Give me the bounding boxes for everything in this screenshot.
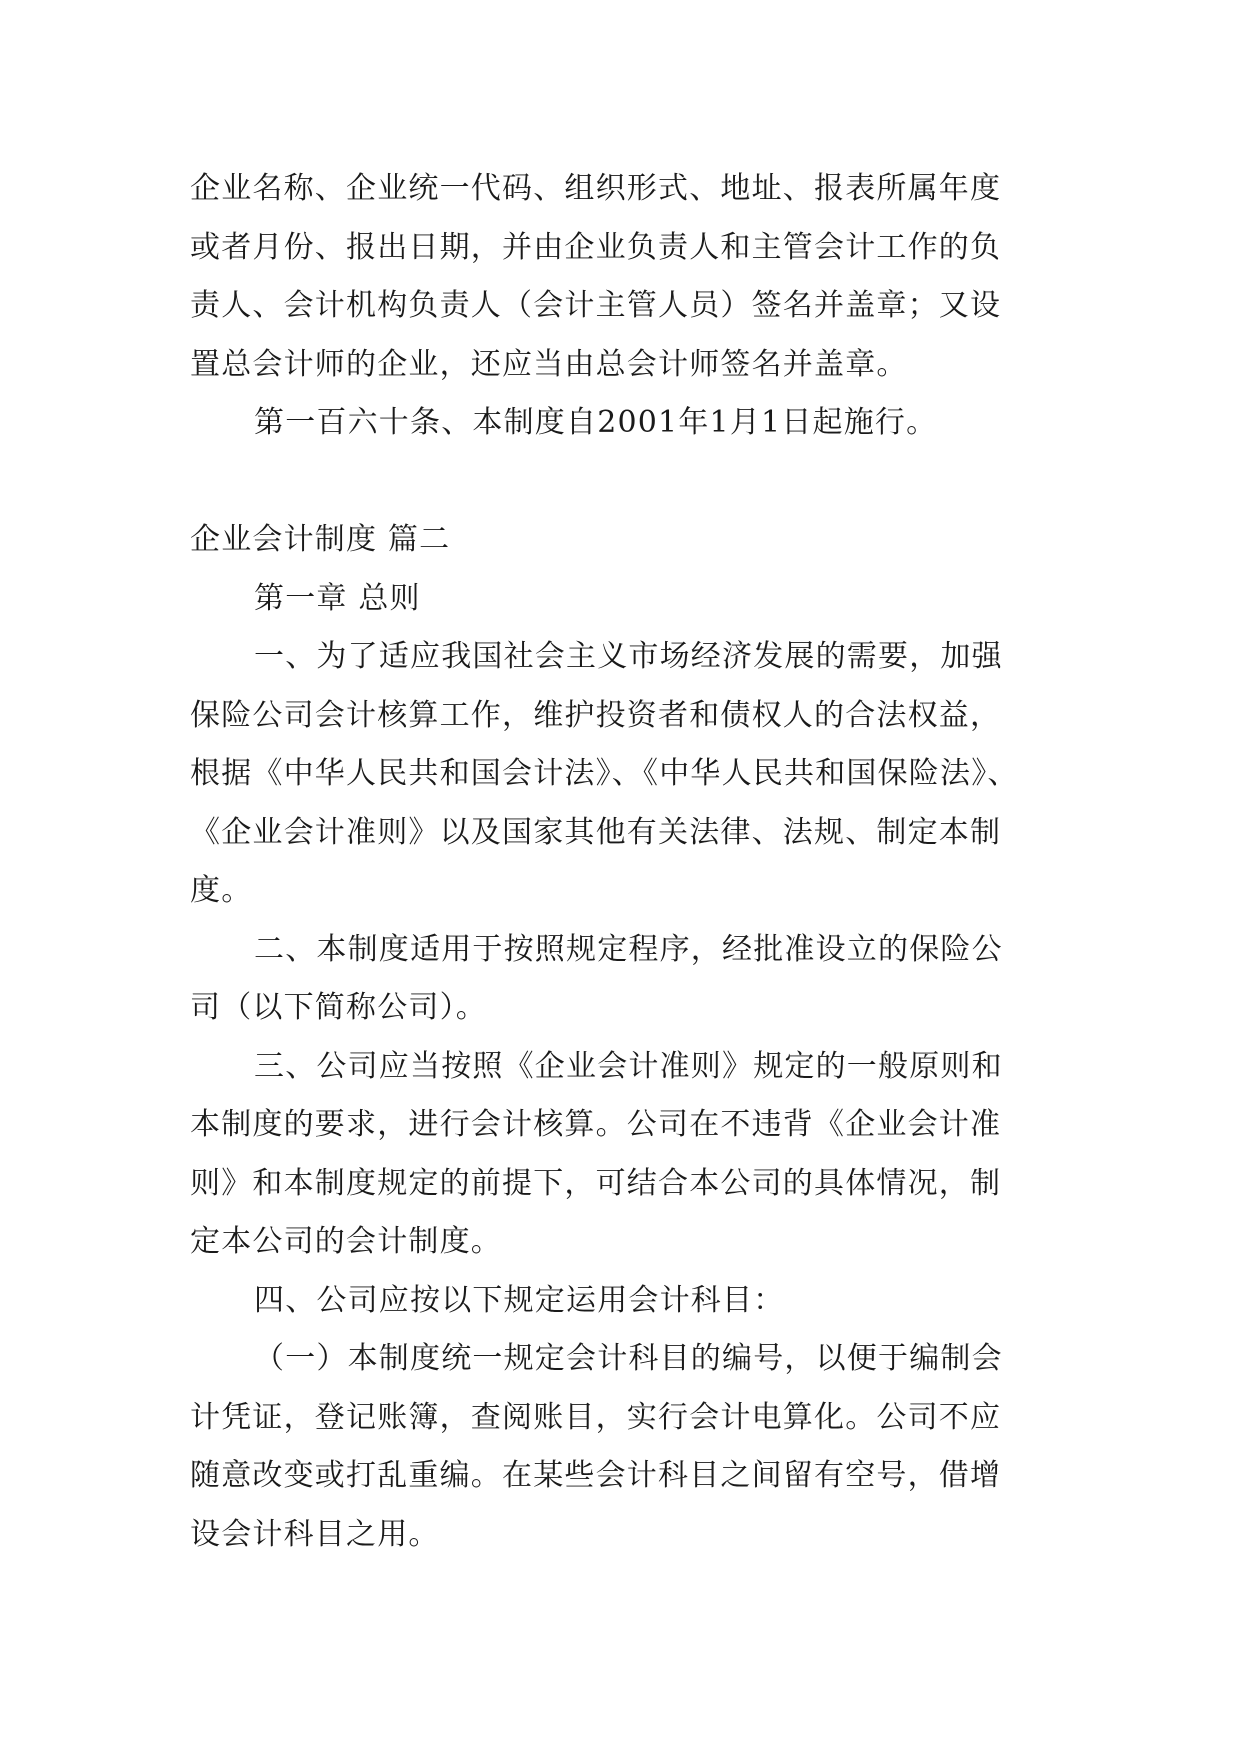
item-3-line: 则》和本制度规定的前提下，可结合本公司的具体情况，制 [190,1165,1002,1201]
paragraph-line: 责人、会计机构负责人（会计主管人员）签名并盖章；又设 [190,288,1002,323]
section-title: 企业会计制度 篇二 [190,522,451,557]
section-gap [190,453,1070,512]
item-1-line: 保险公司会计核算工作，维护投资者和债权人的合法权益， [190,697,1002,733]
item-2-line: 二、本制度适用于按照规定程序，经批准设立的保险公 [254,931,1003,967]
item-2-line: 司（以下简称公司）。 [190,990,487,1025]
item-4-1-line: 设会计科目之用。 [190,1516,440,1552]
document-body [190,160,1070,1564]
article-160: 第一百六十条、本制度自2001年1月1日起施行。 [254,405,938,440]
item-3-line: 本制度的要求，进行会计核算。公司在不违背《企业会计准 [190,1107,1002,1142]
item-1-line: 一、为了适应我国社会主义市场经济发展的需要，加强 [254,639,1003,674]
item-4-1-line: 随意改变或打乱重编。在某些会计科目之间留有空号，借增 [190,1458,1002,1493]
item-1-line: 度。 [190,873,253,908]
paragraph-line: 或者月份、报出日期，并由企业负责人和主管会计工作的负 [190,229,1002,265]
item-4-1-line: 计凭证，登记账簿，查阅账目，实行会计电算化。公司不应 [190,1399,1002,1435]
item-4: 四、公司应按以下规定运用会计科目： [254,1282,785,1318]
item-1-line: 根据《中华人民共和国会计法》、《中华人民共和国保险法》、 [190,756,1019,791]
item-3-line: 定本公司的会计制度。 [190,1224,502,1259]
chapter-title: 第一章 总则 [254,580,421,616]
item-3-line: 三、公司应当按照《企业会计准则》规定的一般原则和 [254,1048,1003,1084]
item-1-line: 《企业会计准则》以及国家其他有关法律、法规、制定本制 [190,814,1002,850]
item-4-1-line: （一）本制度统一规定会计科目的编号，以便于编制会 [254,1341,1003,1376]
paragraph-line: 企业名称、企业统一代码、组织形式、地址、报表所属年度 [190,171,1002,206]
paragraph-line: 置总会计师的企业，还应当由总会计师签名并盖章。 [190,346,908,382]
